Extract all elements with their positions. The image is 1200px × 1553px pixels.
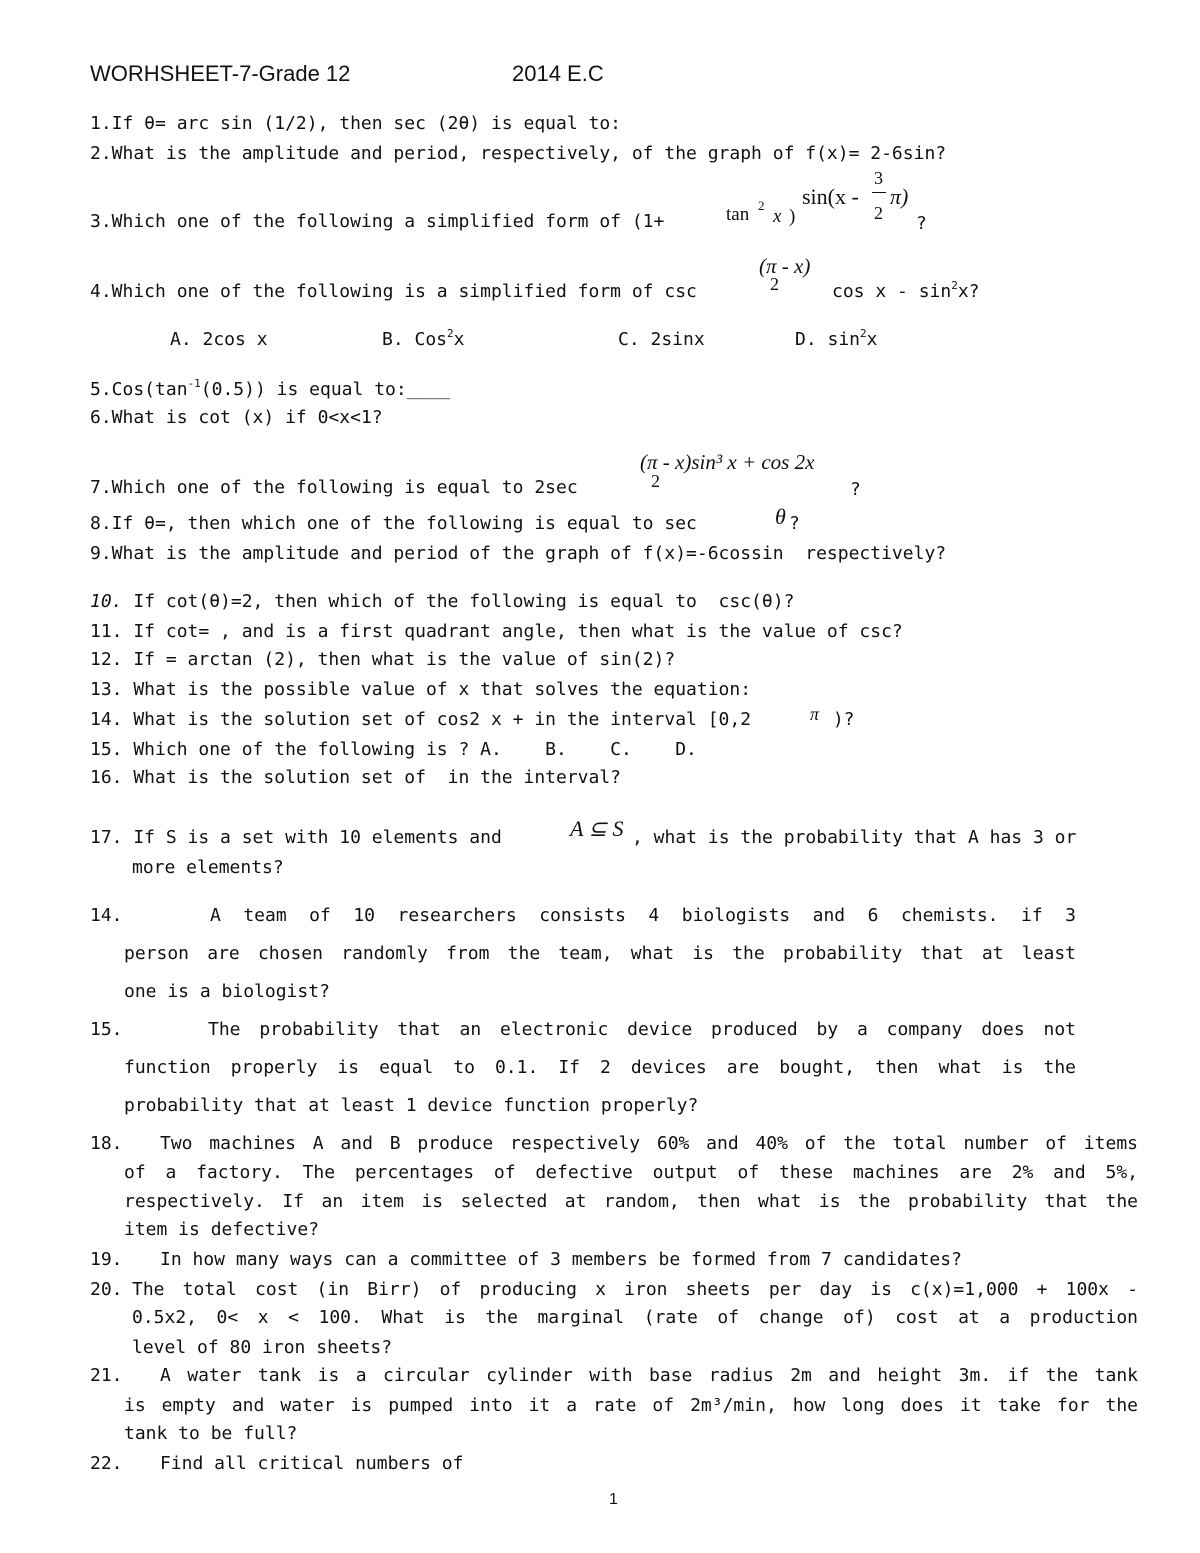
question-3-text: 3.Which one of the following a simplified form of (1+ [90,211,665,232]
question-19-number: 19. [90,1249,123,1270]
option-b: B. Cos$^2$x [382,327,465,350]
question-15b-number: 15. [90,1019,123,1040]
question-20-line2: 0.5x2, 0< x < 100. What is the marginal (rate of change of) cost at a production [132,1307,1138,1328]
question-21-line2: is empty and water is pumped into it a rate of 2m³/min, how long does it take for the [124,1395,1138,1416]
question-6: 6.What is cot (x) if 0<x<1? [90,407,383,428]
question-10: 10. If cot(θ)=2, then which of the following is equal to csc(θ)? [90,591,795,612]
question-19: In how many ways can a committee of 3 members be formed from 7 candidates? [160,1249,962,1270]
question-7-text: 7.Which one of the following is equal to 2sec [90,477,578,498]
question-3-x: x [773,206,782,227]
question-3-denominator: 2 [874,203,883,223]
question-14b-line2: person are chosen randomly from the team, what is the probability that at least [124,943,1076,964]
question-9: 9.What is the amplitude and period of the graph of f(x)=-6cossin respectively? [90,543,947,564]
question-3-sin-expr: sin(x - [802,184,859,209]
question-18-line4: item is defective? [124,1219,320,1240]
question-20-line3: level of 80 iron sheets? [132,1337,393,1358]
question-18-number: 18. [90,1133,123,1154]
question-5: $5.Cos(\tan^{-1}(0.5))$ is equal to:____ [90,377,451,400]
question-4-tail: cos x - $\sin^2x$? [832,279,980,302]
question-3-fraction-bar [872,192,886,193]
question-22-number: 22. [90,1453,123,1474]
question-7-mark: ? [850,479,861,500]
question-8-text: 8.If θ=, then which one of the following is equal to sec [90,513,697,534]
option-d: D. $\sin^2x$ [795,327,878,350]
option-c: C. 2sinx [618,329,705,350]
question-7-denominator: 2 [651,471,660,491]
question-18-line3: respectively. If an item is selected at random, then what is the probability that the [124,1191,1138,1212]
question-4-denominator: 2 [770,274,779,294]
question-15a: 15. Which one of the following is ? A. B. C. D. [90,739,697,760]
question-14b-number: 14. [90,905,123,926]
question-21-line1: A water tank is a circular cylinder with base radius 2m and height 3m. if the tank [160,1365,1138,1386]
worksheet-year: 2014 E.C [512,61,604,86]
question-4-angle: (π - x) [759,254,811,278]
question-11: 11. If cot= , and is a first quadrant angle, then what is the value of csc? [90,621,903,642]
question-7-expression: (π - x)sin³ x + cos 2x [640,450,815,474]
question-20-number: 20. [90,1279,123,1300]
question-17-line2: more elements? [132,857,284,878]
question-15b-line3: probability that at least 1 device function properly? [124,1095,699,1116]
page-number: 1 [609,1491,618,1508]
question-21-line3: tank to be full? [124,1423,298,1444]
question-21-number: 21. [90,1365,123,1386]
question-18-line1: Two machines A and B produce respectively 60% and 40% of the total number of items [160,1133,1138,1154]
worksheet-title: WORHSHEET-7-Grade 12 [90,61,351,86]
question-1: 1.If θ= arc sin (1/2), then sec (2θ) is equal to: [90,113,622,134]
question-2: 2.What is the amplitude and period, respectively, of the graph of f(x)= 2-6sin? [90,143,947,164]
question-3-numerator: 3 [874,168,883,188]
question-4-text: 4.Which one of the following is a simplified form of csc [90,281,697,302]
question-13: 13. What is the possible value of x that solves the equation: [90,679,752,700]
question-3-pi: π) [890,184,909,209]
question-12: 12. If = arctan (2), then what is the value of sin(2)? [90,649,676,670]
question-14b-line1: A team of 10 researchers consists 4 biologists and 6 chemists. if 3 [210,905,1076,926]
question-15b-line1: The probability that an electronic device produced by a company does not [208,1019,1076,1040]
question-8-theta: θ [775,504,786,529]
question-3-tan-exp: 2 [758,198,765,213]
question-17-subset: A ⊆ S [570,816,624,841]
question-20-line1: The total cost (in Birr) of producing x iron sheets per day is c(x)=1,000 + 100x - [132,1279,1138,1300]
question-18-line2: of a factory. The percentages of defective output of these machines are 2% and 5%, [124,1162,1138,1183]
question-3-mark: ? [916,213,927,234]
question-14a-pi: π [810,704,820,724]
question-8-mark: ? [789,513,800,534]
question-17-text: 17. If S is a set with 10 elements and [90,827,502,848]
question-14a-end: )? [822,709,855,730]
question-15b-line2: function properly is equal to 0.1. If 2 devices are bought, then what is the [124,1057,1076,1078]
option-a: A. 2cos x [170,329,268,350]
question-14b-line3: one is a biologist? [124,981,330,1002]
question-17-tail: , what is the probability that A has 3 or [632,827,1077,848]
question-3-tan: tan [726,204,750,225]
question-3-close: ) [789,206,796,227]
question-16: 16. What is the solution set of in the interval? [90,767,622,788]
question-22: Find all critical numbers of [160,1453,464,1474]
question-14a-text: 14. What is the solution set of cos2 x + in the interval [0,2 [90,709,752,730]
